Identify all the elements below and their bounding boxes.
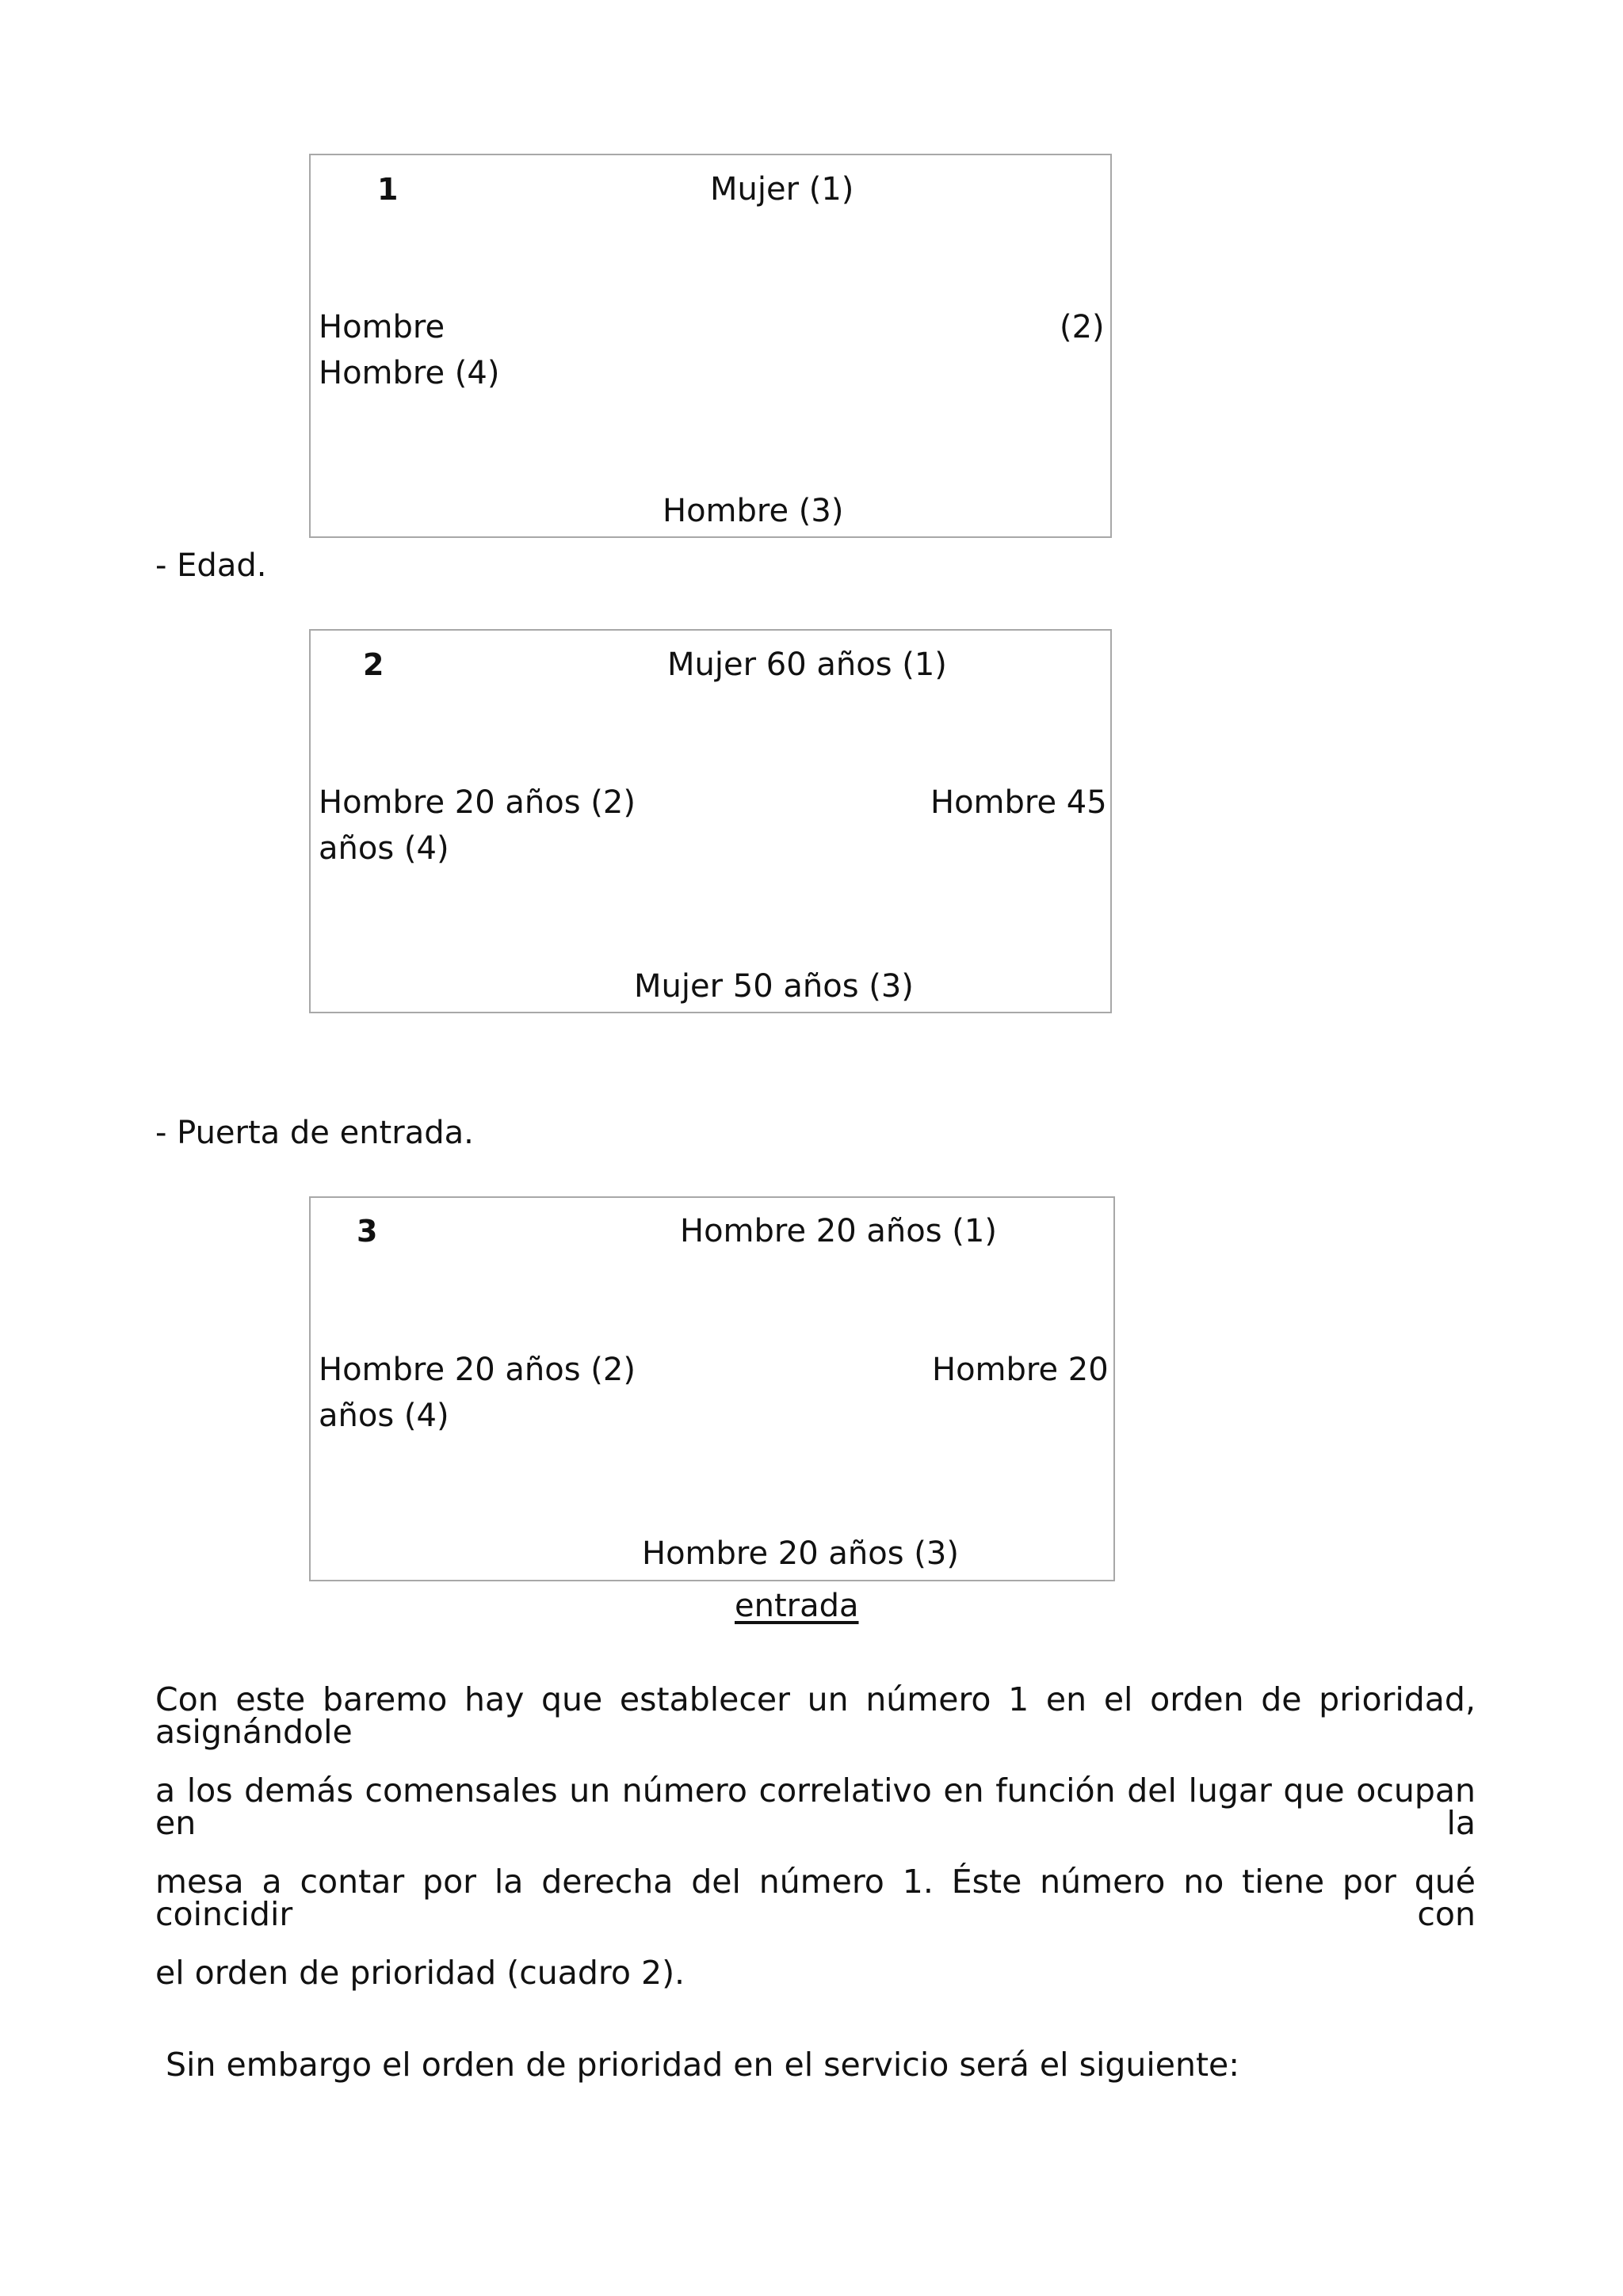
diagram-3-number: 3 (357, 1214, 378, 1249)
diagram-2-number: 2 (363, 647, 384, 682)
seating-diagram-2 (309, 629, 1112, 1013)
diagram-1-left-seat-line2: Hombre (4) (319, 355, 500, 391)
paragraph-line-3: mesa a contar por la derecha del número 1. Éste número no tiene por qué coincidir con (155, 1863, 1476, 1933)
paragraph-line-4: el orden de prioridad (cuadro 2). (155, 1954, 685, 1992)
diagram-3-left-seat-line2: años (4) (319, 1398, 449, 1434)
paragraph-line-2: a los demás comensales un número correlativo en función del lugar que ocupan en la (155, 1772, 1476, 1842)
diagram-1-top-seat: Mujer (1) (710, 171, 854, 208)
diagram-2-left-seat-line2: años (4) (319, 830, 449, 867)
diagram-3-right-seat: Hombre 20 (932, 1352, 1109, 1388)
diagram-1-right-seat: (2) (1060, 309, 1105, 345)
diagram-1-left-seat: Hombre (319, 309, 445, 345)
heading-puerta-de-entrada: - Puerta de entrada. (155, 1115, 474, 1151)
diagram-3-left-seat: Hombre 20 años (2) (319, 1352, 636, 1388)
diagram-2-top-seat: Mujer 60 años (1) (667, 646, 947, 683)
entrance-label: entrada (735, 1588, 859, 1624)
diagram-1-bottom-seat: Hombre (3) (663, 493, 844, 529)
diagram-2-left-seat: Hombre 20 años (2) (319, 784, 636, 821)
diagram-2-bottom-seat: Mujer 50 años (3) (634, 968, 914, 1005)
paragraph-line-1: Con este baremo hay que establecer un número 1 en el orden de prioridad, asignándole (155, 1680, 1476, 1751)
diagram-2-right-seat: Hombre 45 (930, 784, 1107, 821)
heading-edad: - Edad. (155, 547, 267, 584)
seating-diagram-1 (309, 154, 1112, 538)
diagram-3-bottom-seat: Hombre 20 años (3) (642, 1535, 959, 1572)
diagram-1-number: 1 (377, 172, 399, 207)
diagram-3-top-seat: Hombre 20 años (1) (680, 1213, 997, 1249)
paragraph-line-5: Sin embargo el orden de prioridad en el servicio será el siguiente: (155, 2046, 1240, 2084)
seating-diagram-3 (309, 1196, 1115, 1581)
